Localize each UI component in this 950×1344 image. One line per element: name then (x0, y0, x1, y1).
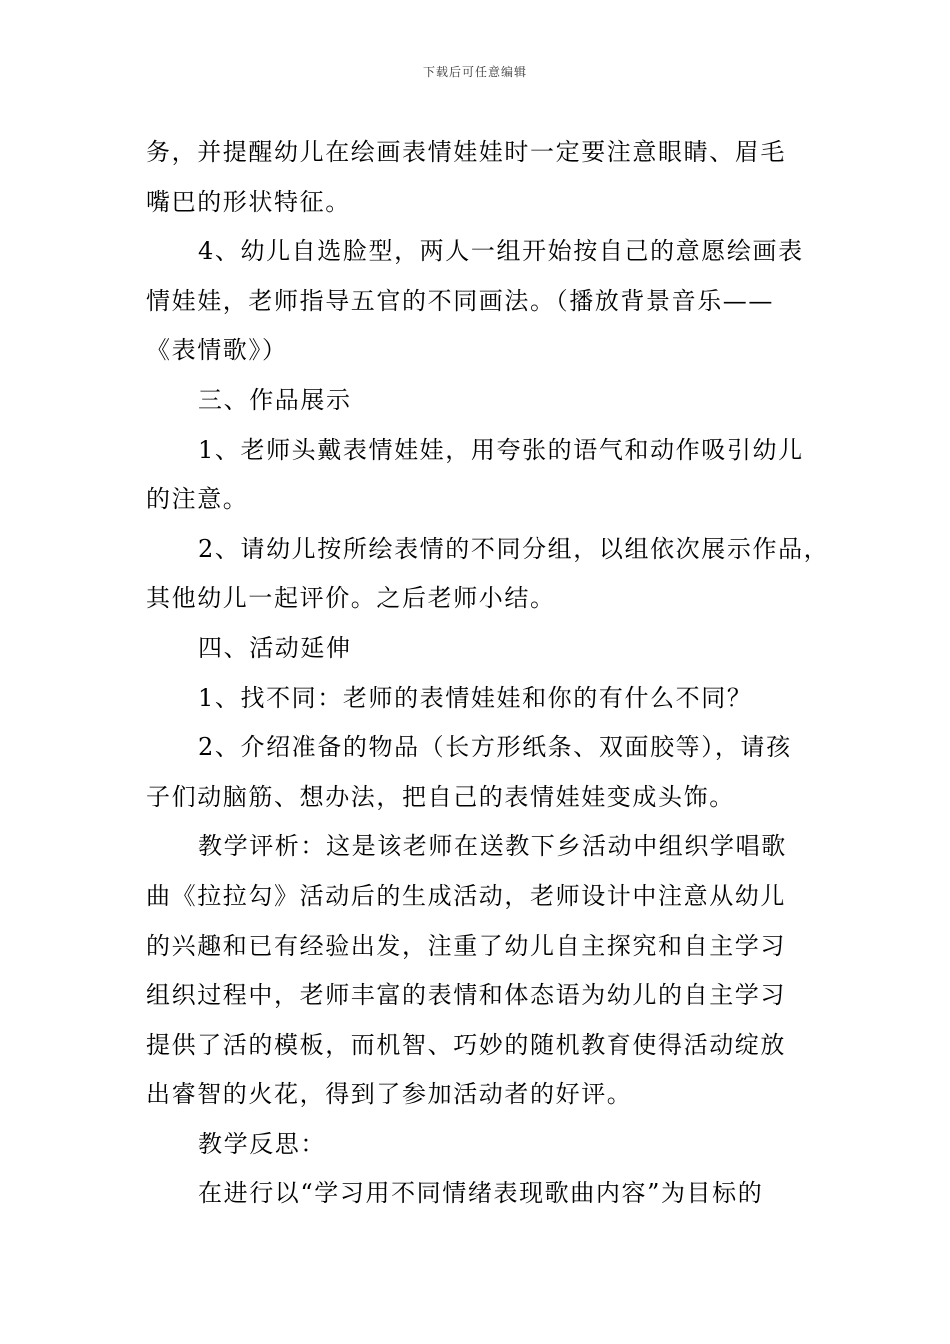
text-line: 2、请幼儿按所绘表情的不同分组，以组依次展示作品， (198, 534, 830, 563)
text-line: 情娃娃，老师指导五官的不同画法。（播放背景音乐—— (146, 286, 774, 315)
text-line: 组织过程中，老师丰富的表情和体态语为幼儿的自主学习 (146, 981, 786, 1010)
text-line: 2、介绍准备的物品（长方形纸条、双面胶等），请孩 (198, 733, 792, 762)
section-heading: 四、活动延伸 (198, 633, 352, 662)
text-line: 务，并提醒幼儿在绘画表情娃娃时一定要注意眼睛、眉毛 (146, 138, 786, 166)
text-line: 的注意。 (146, 485, 249, 514)
section-heading: 教学反思： (198, 1129, 326, 1158)
text-line: 子们动脑筋、想办法，把自己的表情娃娃变成头饰。 (146, 782, 735, 811)
text-line: 《表情歌》） (146, 336, 288, 365)
text-line: 在进行以“学习用不同情绪表现歌曲内容”为目标的 (198, 1179, 764, 1208)
text-line: 曲《拉拉勾》活动后的生成活动，老师设计中注意从幼儿 (146, 881, 786, 910)
text-line: 嘴巴的形状特征。 (146, 187, 351, 216)
text-line: 出睿智的火花，得到了参加活动者的好评。 (146, 1080, 633, 1109)
text-line: 1、老师头戴表情娃娃，用夸张的语气和动作吸引幼儿 (198, 435, 804, 464)
text-line: 1、找不同：老师的表情娃娃和你的有什么不同？ (198, 683, 753, 712)
document-body (146, 128, 830, 1219)
text-line: 4、幼儿自选脸型，两人一组开始按自己的意愿绘画表 (198, 237, 804, 266)
text-line: 教学评析：这是该老师在送教下乡活动中组织学唱歌 (198, 832, 787, 861)
text-line: 的兴趣和已有经验出发，注重了幼儿自主探究和自主学习 (146, 931, 786, 960)
text-line: 其他幼儿一起评价。之后老师小结。 (146, 584, 556, 613)
text-line: 提供了活的模板，而机智、巧妙的随机教育使得活动绽放 (146, 1030, 786, 1059)
section-heading: 三、作品展示 (198, 385, 352, 414)
page-header: 下载后可任意编辑 (422, 65, 527, 79)
